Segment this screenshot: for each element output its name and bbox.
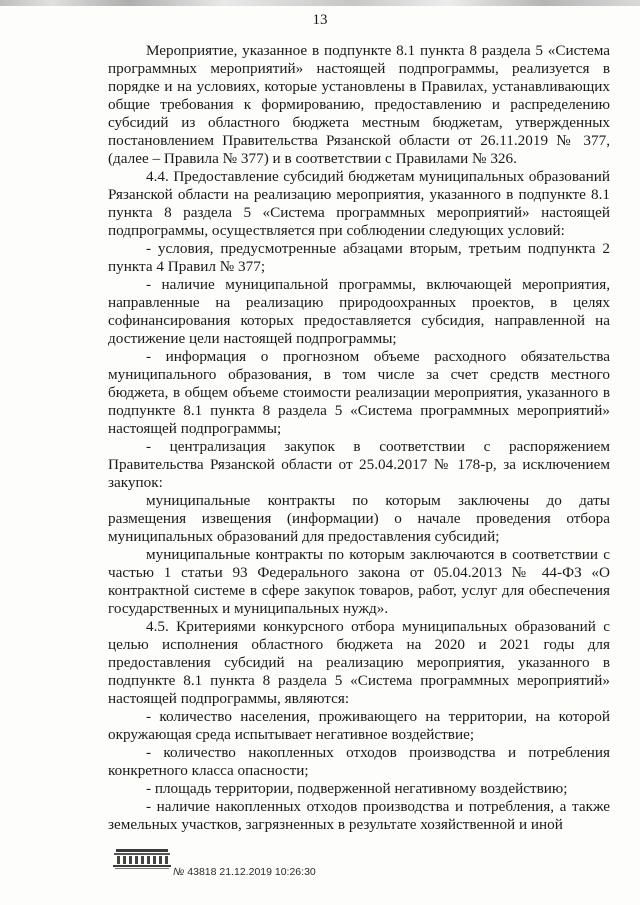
paragraph: муниципальные контракты по которым заключаются в соответствии с частью 1 статьи 93 Федерального закона от 05.04.2013 № 44-ФЗ «О контрактной системе в сфере закупок товаров, работ, услуг для обеспечения государственных и муниципальных нужд». — [108, 546, 610, 617]
scan-edge-artifact — [0, 0, 640, 6]
paragraph: 4.4. Предоставление субсидий бюджетам муниципальных образований Рязанской области на реализацию мероприятия, указанного в подпункте 8.1 пункта 8 раздела 5 «Система программных мероприятий» настоящей подпрограммы, осуществляется при соблюдении следующих условий: — [108, 168, 610, 239]
paragraph: - площадь территории, подверженной негативному воздействию; — [146, 780, 568, 797]
page-number: 13 — [312, 12, 328, 28]
paragraph: Мероприятие, указанное в подпункте 8.1 пункта 8 раздела 5 «Система программных мероприятий» настоящей подпрограммы, реализуется в порядке и на условиях, которые установлены в Правилах, устанавливающих общие требования к формированию, предоставлению и распределению субсидий из областного бюджета местным бюджетам, утвержденных постановлением Правительства Рязанской области от 26.11.2019 № 377, (далее – Правила № 377) и в соответствии с Правилами № 326. — [108, 42, 610, 167]
paragraph: - количество населения, проживающего на территории, на которой окружающая среда испытывает негативное воздействие; — [108, 708, 610, 743]
registration-number-date: 43818 21.12.2019 10:26:30 — [184, 866, 316, 878]
paragraph: муниципальные контракты по которым заключены до даты размещения извещения (информации) о начале проведения отбора муниципальных образований для предоставления субсидий; — [108, 492, 610, 545]
government-building-emblem — [112, 846, 174, 872]
paragraph: - централизация закупок в соответствии с распоряжением Правительства Рязанской области от 25.04.2017 № 178-р, за исключением закупок: — [108, 438, 610, 491]
paragraph: - условия, предусмотренные абзацами вторым, третьим подпункта 2 пункта 4 Правил № 377; — [108, 240, 610, 275]
paragraph: - наличие накопленных отходов производства и потребления, а также земельных участков, загрязненных в результате хозяйственной и иной — [108, 798, 610, 833]
paragraph: - информация о прогнозном объеме расходного обязательства муниципального образования, в том числе за счет средств местного бюджета, в общем объеме стоимости реализации мероприятия, указанного в подпункте 8.1 пункта 8 раздела 5 «Система программных мероприятий» настоящей подпрограммы; — [108, 348, 610, 437]
number-sign: № — [173, 866, 185, 878]
document-registration-info — [173, 866, 316, 878]
paragraph: - наличие муниципальной программы, включающей мероприятия, направленные на реализацию природоохранных проектов, в целях софинансирования которых предоставляется субсидия, направленной на достижение цели настоящей подпрограммы; — [108, 276, 610, 347]
paragraph: - количество накопленных отходов производства и потребления конкретного класса опасности; — [108, 744, 610, 779]
document-body — [108, 42, 610, 834]
paragraph: 4.5. Критериями конкурсного отбора муниципальных образований с целью исполнения областного бюджета на 2020 и 2021 годы для предоставления субсидий на реализацию мероприятия, указанного в подпункте 8.1 пункта 8 раздела 5 «Система программных мероприятий» настоящей подпрограммы, являются: — [108, 618, 610, 707]
